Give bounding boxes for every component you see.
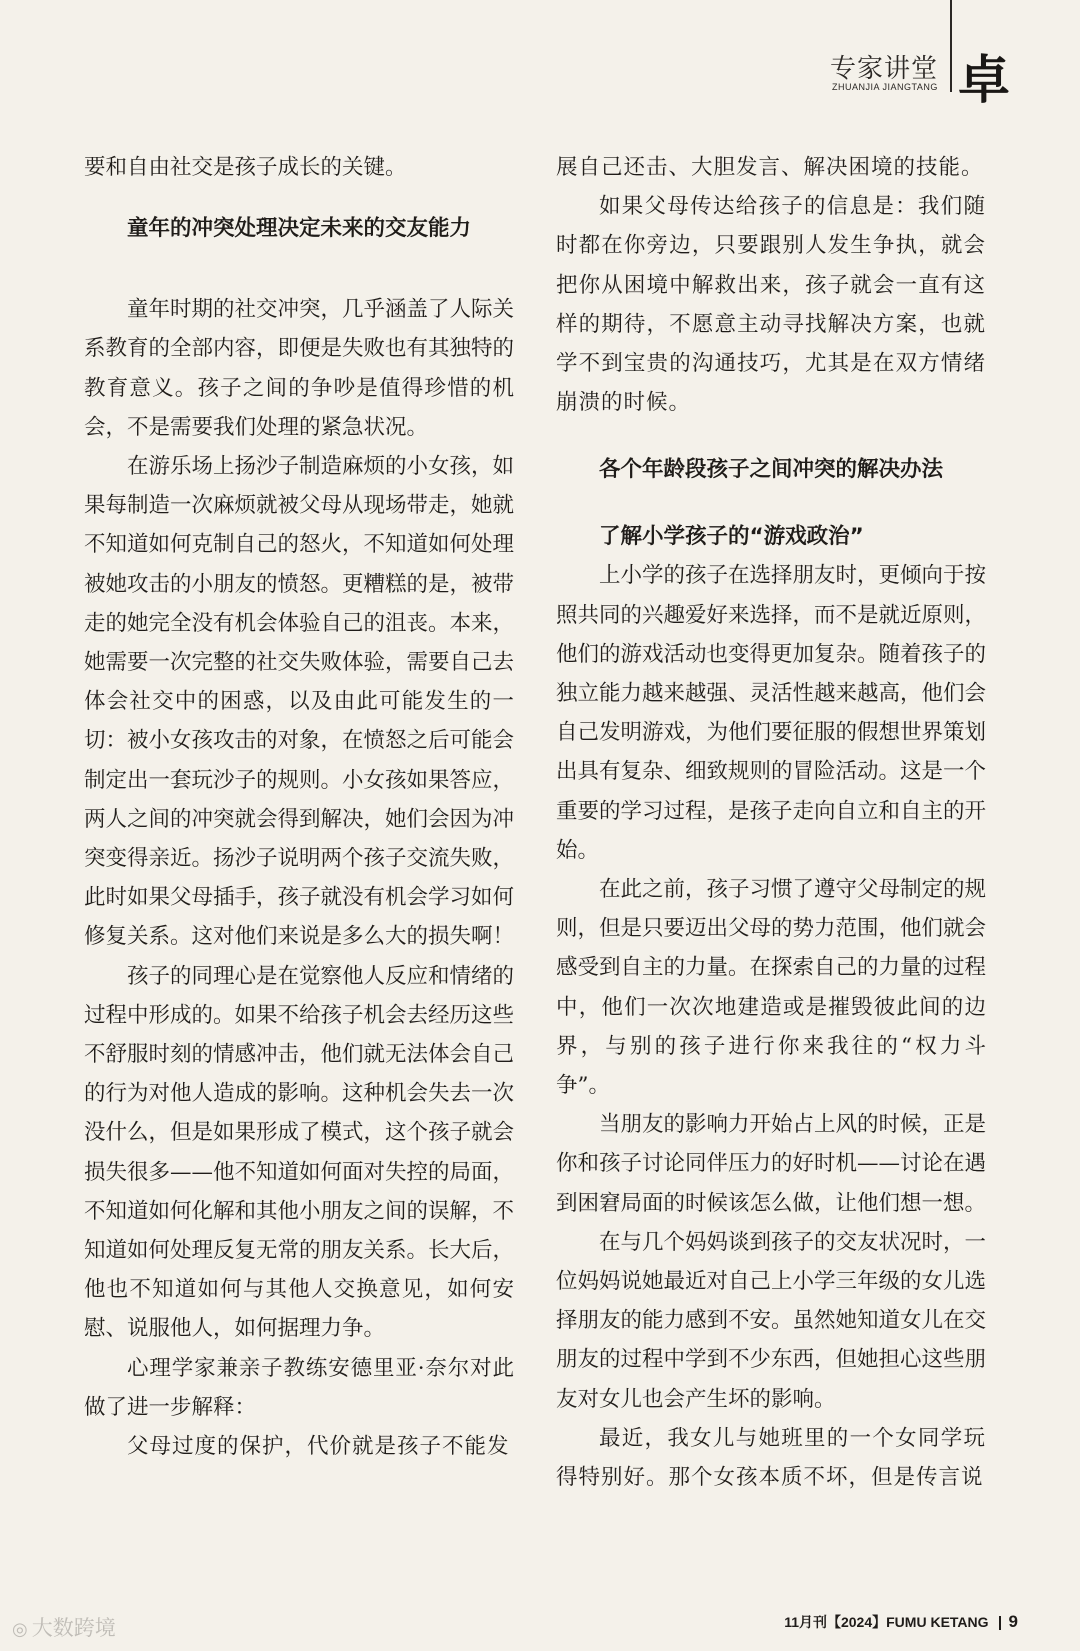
- paragraph: 心理学家兼亲子教练安德里亚·奈尔对此做了进一步解释：: [84, 1355, 514, 1420]
- paragraph: 在游乐场上扬沙子制造麻烦的小女孩，如果每制造一次麻烦就被父母从现场带走，她就不知道如何克制自己的怒火，不知道如何处理被她攻击的小朋友的愤怒。更糟糕的是，被带走的她完全没有机会体验自己的沮丧。本来，她需要一次完整的社交失败体验，需要自己去体会社交中的困惑，以及由此可能发生的一切：被小女孩攻击的对象，在愤怒之后可能会制定出一套玩沙子的规则。小女孩如果答应，两人之间的冲突就会得到解决，她们会因为冲突变得亲近。扬沙子说明两个孩子交流失败，此时如果父母插手，孩子就没有机会学习如何修复关系。这对他们来说是多么大的损失啊！: [84, 454, 515, 950]
- quote-paragraph: 最近，我女儿与她班里的一个女同学玩得特别好。那个女孩本质不坏，但是传言说: [556, 1425, 986, 1491]
- right-column: [556, 148, 986, 1497]
- section-heading: 童年的冲突处理决定未来的交友能力: [126, 216, 471, 242]
- paragraph: 童年时期的社交冲突，几乎涵盖了人际关系教育的全部内容，即便是失败也有其独特的教育意义。孩子之间的争吵是值得珍惜的机会，不是需要我们处理的紧急状况。: [84, 297, 515, 440]
- issue-label: 11月刊【2024】FUMU KETANG: [784, 1614, 989, 1630]
- quote-paragraph: 展自己还击、大胆发言、解决困境的技能。: [556, 155, 984, 180]
- quote-paragraph: 父母过度的保护，代价就是孩子不能发: [127, 1434, 510, 1460]
- section-heading: 各个年龄段孩子之间冲突的解决办法: [598, 457, 943, 483]
- paragraph: 在与几个妈妈谈到孩子的交友状况时，一位妈妈说她最近对自己上小学三年级的女儿选择朋友的能力感到不安。虽然她知道女儿在交朋友的过程中学到不少东西，但她担心这些朋友对女儿也会产生坏的影响。: [556, 1229, 987, 1412]
- paragraph: 当朋友的影响力开始占上风的时候，正是你和孩子讨论同伴压力的好时机——讨论在遇到困窘局面的时候该怎么做，让他们想一想。: [556, 1112, 987, 1216]
- footer-divider: [999, 1616, 1001, 1630]
- watermark-icon: ◎: [12, 1619, 28, 1640]
- paragraph: 在此之前，孩子习惯了遵守父母制定的规则，但是只要迈出父母的势力范围，他们就会感受到自主的力量。在探索自己的力量的过程中，他们一次次地建造或是摧毁彼此间的边界，与别的孩子进行你来我往的“权力斗争”。: [556, 877, 987, 1099]
- watermark-text: 大数跨境: [31, 1616, 116, 1640]
- subsection-heading: 了解小学孩子的“游戏政治”: [599, 524, 864, 550]
- paragraph: 孩子的同理心是在觉察他人反应和情绪的过程中形成的。如果不给孩子机会去经历这些不舒服时刻的情感冲击，他们就无法体会自己的行为对他人造成的影响。这种机会失去一次没什么，但是如果形成了模式，这个孩子就会损失很多——他不知道如何面对失控的局面，不知道如何化解和其他小朋友之间的误解，不知道如何处理反复无常的朋友关系。长大后，他也不知道如何与其他人交换意见，如何安慰、说服他人，如何据理力争。: [84, 963, 515, 1342]
- paragraph: 要和自由社交是孩子成长的关键。: [84, 155, 407, 180]
- quote-paragraph: 如果父母传达给孩子的信息是：我们随时都在你旁边，只要跟别人发生争执，就会把你从困境中解救出来，孩子就会一直有这样的期待，不愿意主动寻找解决方案，也就学不到宝贵的沟通技巧，尤其是在双方情绪崩溃的时候。: [556, 194, 986, 416]
- column-subtitle: ZHUANJIA JIANGTANG: [832, 82, 938, 92]
- page-footer: [784, 1612, 1018, 1632]
- paragraph: 上小学的孩子在选择朋友时，更倾向于按照共同的兴趣爱好来选择，而不是就近原则，他们的游戏活动也变得更加复杂。随着孩子的独立能力越来越强、灵活性越来越高，他们会自己发明游戏，为他们要征服的假想世界策划出具有复杂、细致规则的冒险活动。这是一个重要的学习过程，是孩子走向自立和自主的开始。: [556, 563, 987, 863]
- left-column: [84, 148, 514, 1466]
- brush-logo: 卓: [958, 50, 1011, 111]
- header-divider: [950, 0, 952, 92]
- watermark: [12, 1612, 116, 1642]
- page-number: 9: [1008, 1612, 1018, 1631]
- column-title: 专家讲堂: [830, 54, 939, 84]
